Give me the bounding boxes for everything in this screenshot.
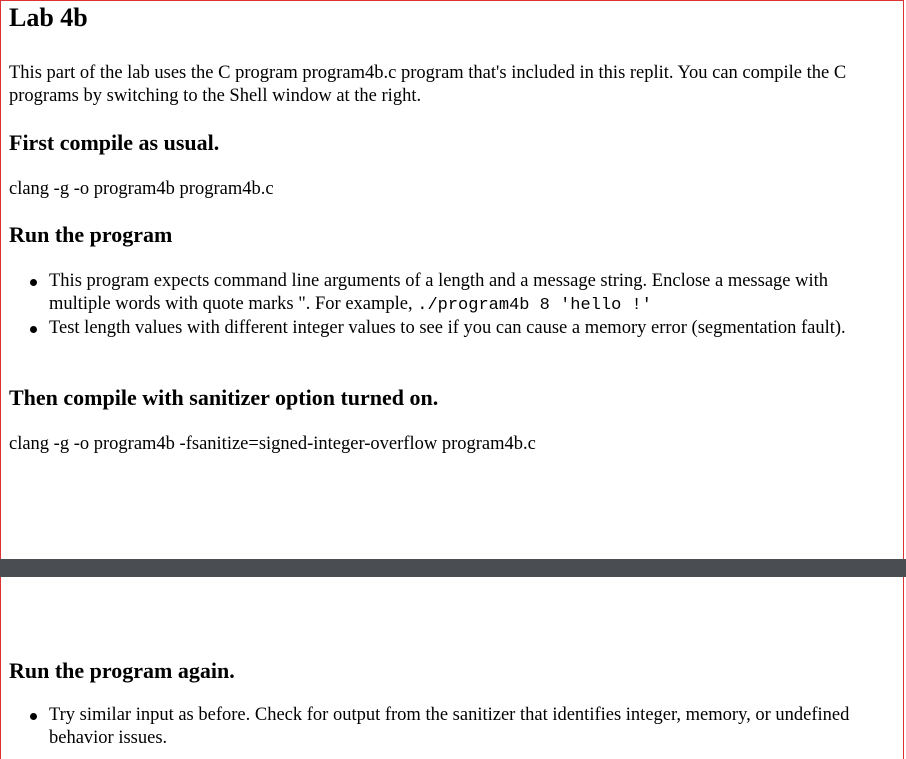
page-title: Lab 4b	[9, 3, 88, 32]
intro-paragraph: This part of the lab uses the C program program4b.c program that's included in this replit. You can compile the C programs by switching to the Shell window at the right.	[9, 63, 847, 106]
list-item	[0, 270, 880, 317]
list-item	[0, 704, 880, 750]
run-again-list	[0, 704, 880, 750]
compile-command: clang -g -o program4b program4b.c	[9, 179, 274, 199]
section-heading-first-compile: First compile as usual.	[9, 130, 220, 155]
pane-resize-divider[interactable]	[0, 559, 906, 577]
run-instructions-list	[0, 270, 880, 340]
list-item-text: Test length values with different integer values to see if you can cause a memory error (segmentation fault).	[49, 318, 846, 338]
list-item-text: Try similar input as before. Check for output from the sanitizer that identifies integer, memory, or undefined behavior issues.	[49, 705, 850, 748]
section-heading-run-again: Run the program again.	[9, 658, 235, 683]
example-command: ./program4b 8 'hello !'	[417, 296, 652, 315]
sanitizer-compile-command: clang -g -o program4b -fsanitize=signed-integer-overflow program4b.c	[9, 434, 536, 454]
section-heading-run-program: Run the program	[9, 222, 173, 247]
list-item-text: This program expects command line arguments of a length and a message string. Enclose a message with multiple words with quote marks ". For example,	[49, 271, 829, 314]
section-heading-sanitizer-compile: Then compile with sanitizer option turned on.	[9, 385, 439, 410]
list-item	[0, 317, 880, 340]
